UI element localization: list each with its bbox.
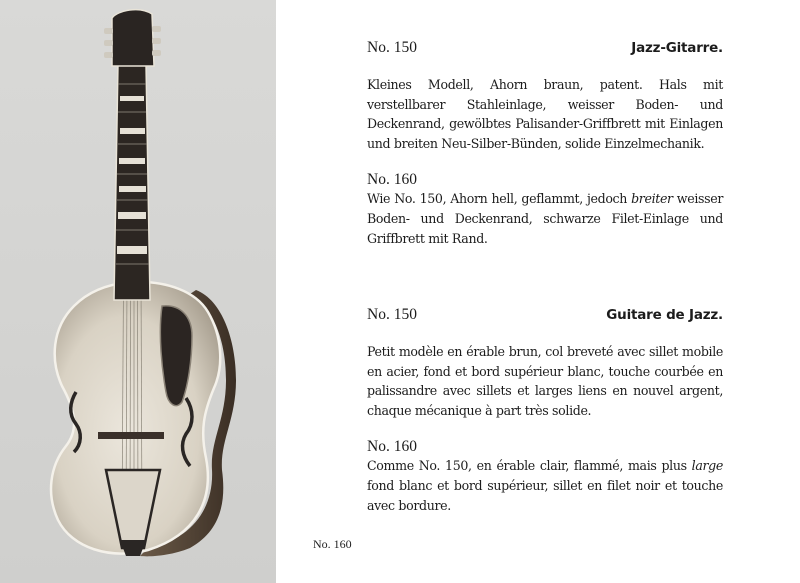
model-title: Jazz-Gitarre. [631, 40, 723, 56]
variant-emphasis: breiter [631, 191, 673, 207]
section-german [367, 39, 723, 248]
section-french [367, 306, 723, 515]
variant-text: weisser Boden- und Deckenrand, schwarze Filet-Einlage und Griffbrett mit Rand. [367, 191, 723, 246]
variant-number: No. 160 [367, 438, 417, 456]
guitar-photo [0, 0, 276, 583]
variant-text: Comme No. 150, en érable clair, flammé, mais plus [367, 458, 692, 474]
headstock [112, 10, 154, 66]
variant-description [367, 189, 723, 248]
bridge [98, 432, 164, 439]
archtop-guitar-icon [0, 0, 276, 583]
variant-number: No. 160 [367, 171, 417, 189]
photo-caption: No. 160 [313, 537, 352, 551]
model-description: Petit modèle en érable brun, col breveté avec sillet mobile en acier, fond et bord supérieur blanc, touche courbée en palissandre avec sillets et larges liens en nouvel argent, chaque mécanique à part très solide. [367, 344, 723, 418]
header-row [367, 306, 723, 330]
variant-text: fond blanc et bord supérieur, sillet en filet noir et touche avec bordure. [367, 477, 723, 513]
model-description: Kleines Modell, Ahorn braun, patent. Hals mit verstellbarer Stahleinlage, weisser Boden- und Deckenrand, gewölbtes Palisander-Griffbrett mit Einlagen und breiten Neu-Silber-Bünden, solide Einzelmechanik. [367, 77, 723, 151]
variant-text: Wie No. 150, Ahorn hell, geflammt, jedoch [367, 191, 632, 207]
variant-emphasis: large [691, 458, 723, 474]
header-row [367, 39, 723, 63]
variant-description [367, 456, 723, 515]
model-title: Guitare de Jazz. [606, 307, 723, 323]
model-number: No. 150 [367, 306, 417, 323]
model-number: No. 150 [367, 39, 417, 56]
